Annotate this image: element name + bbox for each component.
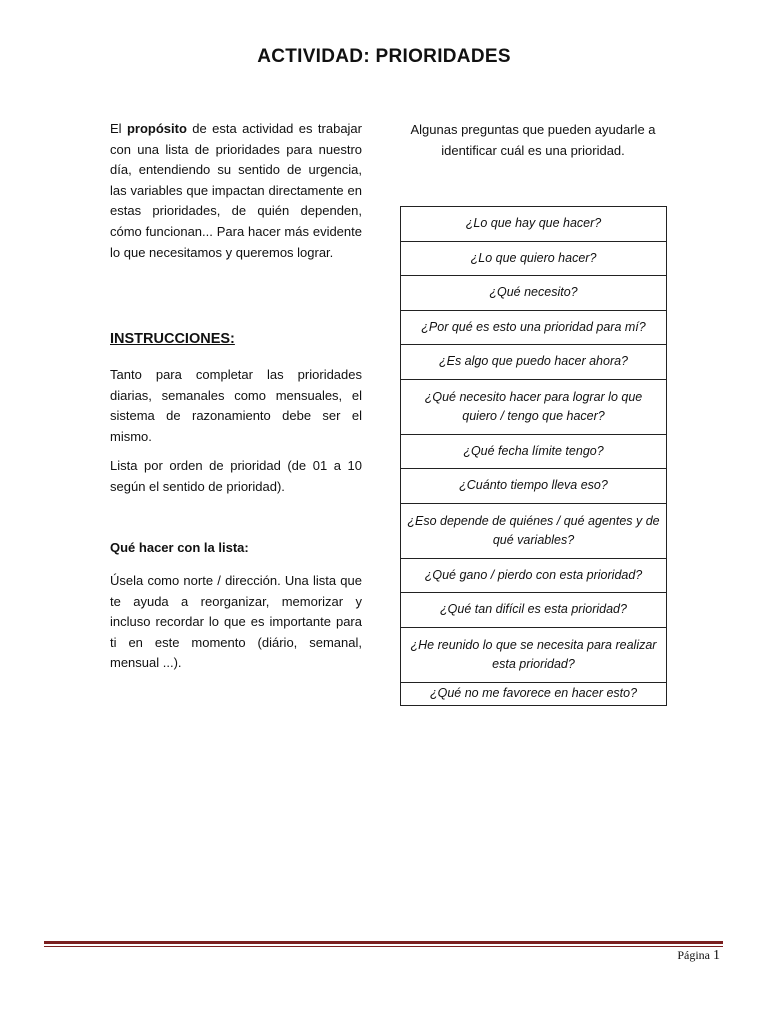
- question-row: ¿Lo que hay que hacer?: [401, 207, 666, 242]
- usage-heading: Qué hacer con la lista:: [110, 540, 249, 555]
- intro-bold: propósito: [126, 121, 187, 136]
- questions-intro: Algunas preguntas que pueden ayudarle a identificar cuál es una prioridad.: [410, 122, 656, 158]
- instructions-heading: INSTRUCCIONES:: [110, 331, 235, 347]
- question-row: ¿He reunido lo que se necesita para realizar esta prioridad?: [401, 628, 666, 683]
- question-row: ¿Qué no me favorece en hacer esto?: [401, 683, 666, 706]
- question-row: ¿Eso depende de quiénes / qué agentes y de qué variables?: [401, 504, 666, 559]
- question-row: ¿Cuánto tiempo lleva eso?: [401, 469, 666, 504]
- instructions-paragraph-2: Lista por orden de prioridad (de 01 a 10 según el sentido de prioridad).: [110, 458, 362, 494]
- question-row: ¿Es algo que puedo hacer ahora?: [401, 345, 666, 380]
- page-number: [677, 948, 720, 964]
- instructions-paragraph-1: Tanto para completar las prioridades diarias, semanales como mensuales, el sistema de razonamiento debe ser el mismo.: [110, 367, 362, 444]
- footer-rule-thin: [44, 946, 723, 947]
- usage-paragraph: Úsela como norte / dirección. Una lista que te ayuda a reorganizar, memorizar y incluso recordar lo que es importante para ti en este momento (diário, semanal, mensual ...).: [110, 573, 362, 671]
- intro-paragraph: [110, 119, 362, 263]
- question-row: ¿Por qué es esto una prioridad para mí?: [401, 311, 666, 346]
- intro-post: de esta actividad es trabajar con una lista de prioridades para nuestro día, entendiendo su sentido de urgencia, las variables que impactan directamente en estas prioridades, de quién dependen, cómo funcionan... Para hacer más evidente lo que necesitamos y queremos lograr.: [110, 121, 362, 260]
- question-row: ¿Qué fecha límite tengo?: [401, 435, 666, 470]
- question-row: ¿Qué necesito?: [401, 276, 666, 311]
- page-label: Página: [677, 948, 710, 962]
- page-number-value: 1: [713, 948, 720, 963]
- question-row: ¿Lo que quiero hacer?: [401, 242, 666, 277]
- question-row: ¿Qué tan difícil es esta prioridad?: [401, 593, 666, 628]
- questions-table: [400, 206, 667, 706]
- question-row: ¿Qué necesito hacer para lograr lo que quiero / tengo que hacer?: [401, 380, 666, 435]
- footer-rule: [44, 941, 723, 944]
- page-title: ACTIVIDAD: PRIORIDADES: [257, 46, 511, 67]
- question-row: ¿Qué gano / pierdo con esta prioridad?: [401, 559, 666, 594]
- intro-pre: El: [110, 121, 127, 136]
